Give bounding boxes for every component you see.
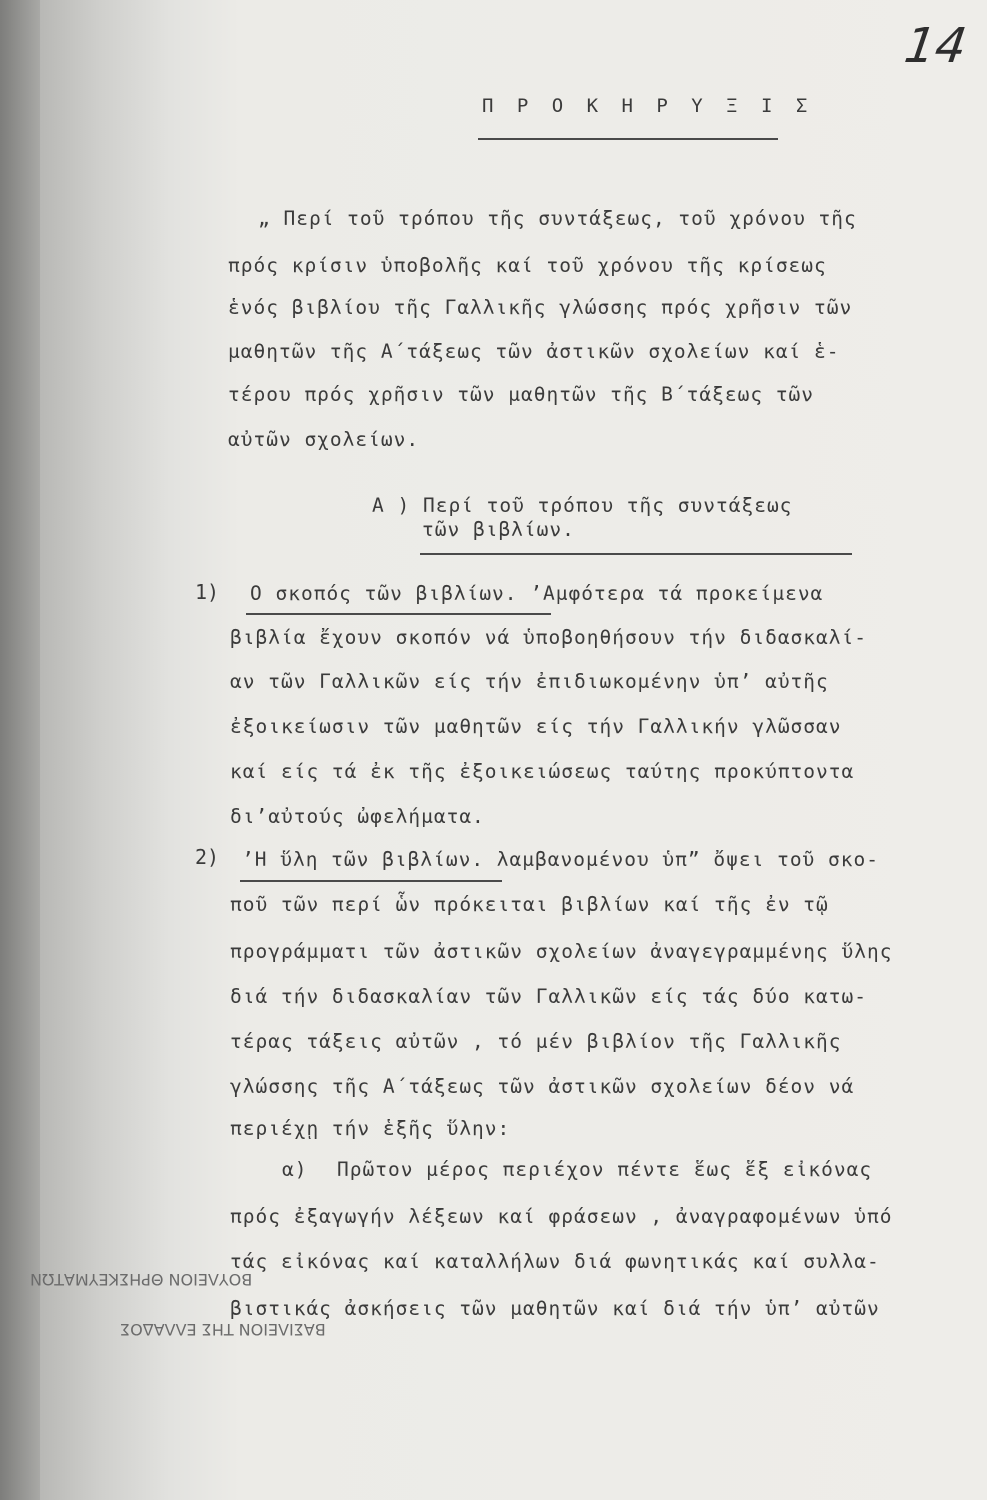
item2-heading-underline: [240, 880, 502, 882]
intro-line: „ Περί τοῦ τρόπου τῆς συντάξεως, τοῦ χρόνου τῆς: [258, 207, 857, 230]
intro-line: αὐτῶν σχολείων.: [228, 428, 420, 451]
item1-line: Ο σκοπός τῶν βιβλίων. ’Αμφότερα τά προκείμενα: [250, 582, 824, 605]
section-a-heading: Α ) Περί τοῦ τρόπου τῆς συντάξεως: [372, 494, 793, 517]
item2-line: περιέχῃ τήν ἑξῆς ὕλην:: [230, 1117, 511, 1140]
archive-stamp: ΒΟΥΛΕΙΟΝ ΘΡΗΣΚΕΥΜΑΤΩΝ: [30, 1270, 253, 1289]
title-underline: [478, 138, 778, 140]
document-title: Π Ρ Ο Κ Η Ρ Υ Ξ Ι Σ: [482, 95, 814, 117]
item2-line: διά τήν διδασκαλίαν τῶν Γαλλικῶν είς τάς δύο κατω-: [230, 985, 867, 1008]
item1-line: βιβλία ἔχουν σκοπόν νά ὑποβοηθήσουν τήν διδασκαλί-: [230, 626, 867, 649]
intro-line: μαθητῶν τῆς Α΄τάξεως τῶν ἀστικῶν σχολείων καί ἑ-: [228, 340, 840, 363]
item2-line: ποῦ τῶν περί ὧν πρόκειται βιβλίων καί τῆς ἐν τῷ: [230, 893, 829, 916]
intro-line: τέρου πρός χρῆσιν τῶν μαθητῶν τῆς Β΄τάξεως τῶν: [228, 383, 815, 406]
item1-heading-underline: [246, 613, 551, 615]
section-a-underline: [420, 553, 852, 555]
item2-line: γλώσσης τῆς Α΄τάξεως τῶν ἀστικῶν σχολείων δέον νά: [230, 1075, 855, 1098]
item1-line: ἐξοικείωσιν τῶν μαθητῶν είς τήν Γαλλικήν γλῶσσαν: [230, 715, 842, 738]
item1-line: καί είς τά ἐκ τῆς ἐξοικειώσεως ταύτης προκύπτοντα: [230, 760, 855, 783]
intro-line: ἑνός βιβλίου τῆς Γαλλικῆς γλώσσης πρός χρῆσιν τῶν: [228, 296, 853, 319]
item2a-line: πρός ἐξαγωγήν λέξεων καί φράσεων , ἀναγραφομένων ὑπό: [230, 1205, 893, 1228]
item2-line: ’Η ὕλη τῶν βιβλίων. λαμβανομένου ὑπ” ὄψει τοῦ σκο-: [242, 848, 879, 871]
section-a-heading-cont: τῶν βιβλίων.: [422, 518, 575, 541]
intro-line: πρός κρίσιν ὑποβολῆς καί τοῦ χρόνου τῆς κρίσεως: [228, 254, 827, 277]
item-number: 1): [195, 580, 220, 604]
item2a-label: α): [282, 1158, 308, 1181]
item2a-line: βιστικάς ἀσκήσεις τῶν μαθητῶν καί διά τήν ὑπ’ αὐτῶν: [230, 1297, 880, 1320]
item-number: 2): [195, 845, 220, 869]
item2a-line: τάς εἰκόνας καί καταλλήλων διά φωνητικάς καί συλλα-: [230, 1250, 880, 1273]
item2a-line: Πρῶτον μέρος περιέχον πέντε ἕως ἕξ εἰκόνας: [337, 1158, 873, 1181]
item2-line: προγράμματι τῶν ἀστικῶν σχολείων ἀναγεγραμμένης ὕλης: [230, 940, 893, 963]
item2-line: τέρας τάξεις αὐτῶν , τό μέν βιβλίον τῆς Γαλλικῆς: [230, 1030, 842, 1053]
page-number: 14: [901, 18, 971, 74]
item1-line: αν τῶν Γαλλικῶν είς τήν ἐπιδιωκομένην ὑπ’ αὐτῆς: [230, 670, 829, 693]
archive-stamp: ΒΑΣΙΛΕΙΟΝ ΤΗΣ ΕΛΛΑΔΟΣ: [120, 1320, 326, 1339]
item1-line: δι’αὐτούς ὠφελήματα.: [230, 805, 485, 828]
